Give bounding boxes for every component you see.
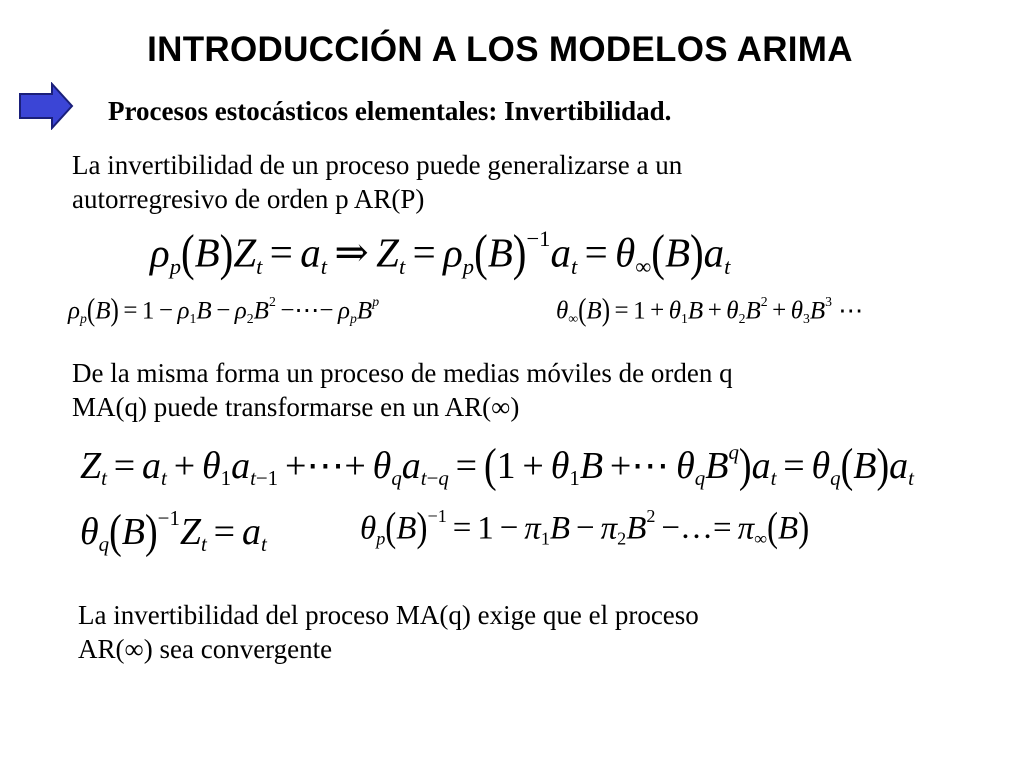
equation-ma-infinite: $\theta_\infty(B) = 1 + \theta_1B + \theta_2B^2 + \theta_3B^3$ ⋯ (556, 293, 864, 328)
paragraph-line: MA(q) puede transformarse en un AR(∞) (72, 392, 520, 422)
equation-ar-infinite: $\theta_p(B)^{-1} = 1 - \pi_1B - \pi_2B^2$ −…= $\pi_\infty(B)$ (360, 505, 810, 551)
paragraph-line: La invertibilidad de un proceso puede generalizarse a un (72, 150, 683, 180)
paragraph-line: La invertibilidad del proceso MA(q) exige que el proceso (78, 600, 699, 630)
equation-ar-inverse: $\rho_p(B)Z_t = a_t$ ⇒ $Z_t = \rho_p(B)^{-1}a_t = \theta_\infty(B)a_t$ (150, 223, 731, 282)
equation-ar-polynomial: $\rho_p(B) = 1 - \rho_1B - \rho_2B^2$ −⋯− $\rho_pB^p$ (68, 293, 380, 328)
paragraph-ar (72, 148, 682, 216)
paragraph-ma (72, 356, 733, 424)
paragraph-line: De la misma forma un proceso de medias móviles de orden q (72, 358, 733, 388)
paragraph-line: autorregresivo de orden p AR(P) (72, 184, 425, 214)
slide-subtitle: Procesos estocásticos elementales: Invertibilidad. (108, 96, 672, 126)
paragraph-line: AR(∞) sea convergente (78, 634, 333, 664)
slide-title: INTRODUCCIÓN A LOS MODELOS ARIMA (147, 30, 853, 69)
paragraph-conclusion (78, 598, 699, 666)
right-arrow-icon (18, 82, 74, 130)
equation-ma-inverse: $\theta_q(B)^{-1}Z_t = a_t$ (80, 505, 267, 559)
equation-ma-process: $Z_t = a_t + \theta_1a_{t-1}$ +⋯+ $\theta_qa_{t-q} = (1 + \theta_1B$ +⋯ $\theta_qB^q)a_t = \theta_q(B)a_t$ (80, 439, 914, 493)
